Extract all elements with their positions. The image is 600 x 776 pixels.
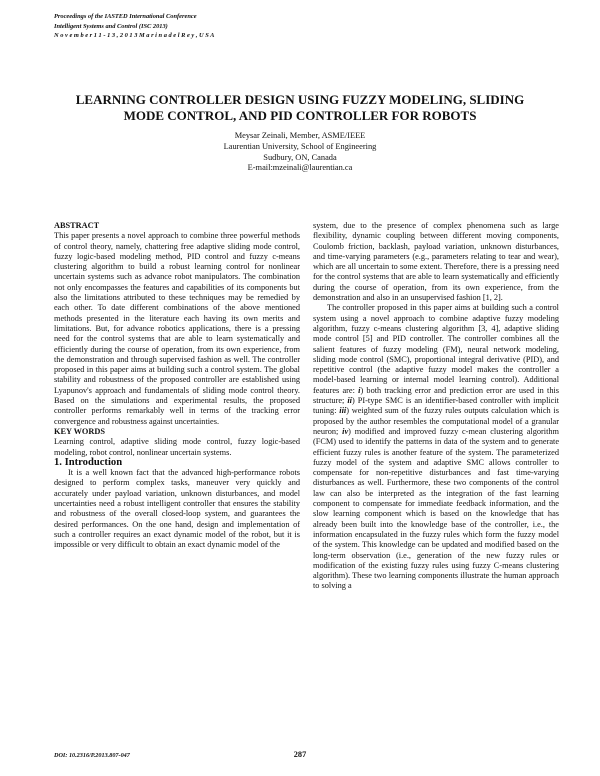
- paper-title: [30, 92, 570, 123]
- paragraph-text: ) weighted sum of the fuzzy rules outputs calculation which is proposed by the author resembles the computational model of a granular neuron;: [313, 406, 559, 436]
- introduction-heading: 1. Introduction: [54, 456, 123, 468]
- author-affiliation: Laurentian University, School of Engineering: [223, 141, 377, 151]
- keywords-heading: KEY WORDS: [54, 426, 105, 436]
- doi-footer: DOI: 10.2316/P.2013.807-047: [54, 752, 130, 759]
- paragraph-text: ) modified and improved fuzzy c-mean clustering algorithm (FCM) used to identify the patterns in data of the system and to generate efficient fuzzy rules is another feature of the system. The parameterized fuzzy model of the system and adaptive SMC allows controller to compensate for non-repetitive disturbances and fast time-varying disturbances as well. Furthermore, these two components of the control law can also be interpreted as the integration of the fast learning component to compensate for immediate feedback information, and the slow learning component which is based on the knowledge that has already been built into the knowledge base of the controller, i.e., the information encapsulated in the fuzzy rules which form the fuzzy model of the system. This knowledge can be updated and modified based on the long-term observation (i.e., generation of the new fuzzy rules or modification of the existing fuzzy rules using fuzzy C-means clustering algorithm). These two learning components illustrate the human approach to solving a: [313, 426, 559, 591]
- author-name: Meysar Zeinali, Member, ASME/IEEE: [234, 131, 366, 140]
- abstract-heading: ABSTRACT: [54, 221, 100, 230]
- list-marker: iii: [339, 406, 347, 416]
- list-marker: iv: [342, 426, 349, 436]
- keywords-text: Learning control, adaptive sliding mode control, fuzzy logic-based modeling, robot control, nonlinear uncertain systems.: [54, 437, 300, 457]
- list-marker: i: [358, 385, 361, 395]
- right-paragraph-1: system, due to the presence of complex phenomena such as large flexibility, dynamic coupling between different moving components, Coulomb friction, backlash, payload variation, unknown disturbances, and time-varying parameters (e.g., parameters relating to tear and wear), which are all uncertain to some extent. Therefore, there is a pressing need for the control systems that are able to learn systematically and efficiently during the course of operation, from its own experience, from the demonstration and also in an unsupervised fashion [1, 2].: [313, 221, 559, 303]
- conference-subtitle: Intelligent Systems and Control (ISC 2013): [54, 22, 168, 30]
- author-location: Sudbury, ON, Canada: [263, 152, 337, 162]
- title-line-2: MODE CONTROL, AND PID CONTROLLER FOR ROBOTS: [123, 107, 477, 123]
- list-marker: ii: [347, 396, 352, 406]
- conference-name: Proceedings of the IASTED International Conference: [54, 13, 197, 20]
- page-number: 287: [293, 750, 307, 759]
- paragraph-text: ) PI-type SMC is an identifier-based controller with implicit tuning:: [313, 396, 559, 416]
- author-email: E-mail:mzeinali@laurentian.ca: [247, 163, 353, 173]
- paragraph-text: The controller proposed in this paper aims at building such a control system using a novel approach to combine adaptive fuzzy modeling algorithm, fuzzy c-means clustering algorithm [3, 4], adaptive sliding mode control [5] and PID controller. The controller combines all the salient features of fuzzy modeling (FM), neural network modeling, sliding mode control (SMC), proportional integral derivative (PID), and repetitive control (the adaptive fuzzy model makes the controller a model-based learning or internal model learning control). Additional features are:: [313, 303, 559, 395]
- conference-date-location: N o v e m b e r 1 1 - 1 3 , 2 0 1 3 M a r i n a d e l R e y , U S A: [54, 32, 215, 39]
- author-block: [150, 131, 450, 174]
- left-column: [54, 221, 300, 551]
- paragraph-text: ) both tracking error and prediction error are used in this structure;: [313, 385, 559, 406]
- introduction-paragraph: It is a well known fact that the advanced high-performance robots designed to perform complex tasks, maneuver very quickly and accurately under payload variation, unknown disturbances, and model uncertainties need a robust intelligent controller that ensures the stability and robustness of the overall closed-loop system, and guarantees the desired performances. On the one hand, design and implementation of such a controller requires an exact dynamic model of the robot, but it is impossible or very difficult to obtain an exact dynamic model of the: [54, 468, 300, 550]
- right-column: [313, 221, 559, 592]
- conference-header: [54, 12, 214, 41]
- abstract-text: This paper presents a novel approach to combine three powerful methods of control theory, namely, chattering free adaptive sliding mode control, fuzzy logic-based modeling method, PID control and fuzzy c-means clustering algorithm to build a robust learning control for nonlinear uncertain systems such as advance robot manipulators. The combination not only encompasses the features and capabilities of its components but also the limitations attributed to these techniques may be remedied by each other. To date different combinations of the above mentioned methods presented in the literature each having its own merits and limitations. But, for advance robotics applications, there is a pressing need for the control systems that are able to learn systematically and efficiently during the course of operation, from its own experience, from the demonstration and through supervised fashion as well. The controller proposed in this paper aims at building such a control system. The global stability and robustness of the proposed controller are established using Lyapunov's approach and fundamentals of sliding mode control theory. Based on the simulations and experimental results, the proposed controller performs remarkably well in terms of the tracking error convergence and robustness against uncertainties.: [54, 231, 300, 426]
- title-line-1: LEARNING CONTROLLER DESIGN USING FUZZY MODELING, SLIDING: [75, 92, 525, 107]
- right-paragraph-2: [313, 303, 559, 591]
